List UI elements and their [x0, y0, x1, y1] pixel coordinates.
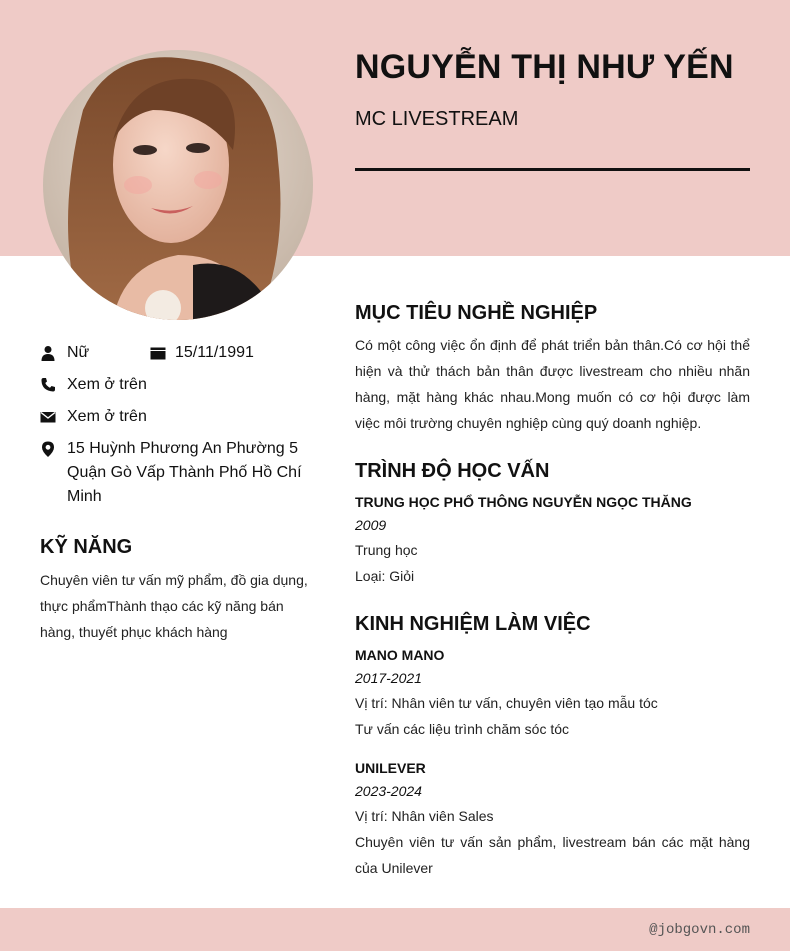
title-divider: [355, 168, 750, 171]
skills-title: KỸ NĂNG: [40, 536, 133, 558]
location-pin-icon: [40, 441, 56, 457]
calendar-icon: [150, 345, 166, 361]
objective-text: Có một công việc ổn định để phát triển bản thân.Có cơ hội thể hiện và thử thách bản thân được livestream cho nhiều nhãn hàng, mặt hàng khác nhau.Mong muốn có cơ hội được làm việc môi trường chuyên nghiệp cùng quý doanh nghiệp.: [355, 337, 750, 431]
objective-title: MỤC TIÊU NGHỀ NGHIỆP: [355, 302, 598, 324]
address-value: 15 Huỳnh Phương An Phường 5 Quận Gò Vấp Thành Phố Hồ Chí Minh: [67, 440, 302, 505]
phone-value: Xem ở trên: [67, 376, 147, 393]
job-position: Vị trí: Nhân viên Sales: [355, 808, 494, 824]
job-period: 2017-2021: [355, 670, 422, 686]
job-period: 2023-2024: [355, 783, 422, 799]
candidate-name: NGUYỄN THỊ NHƯ YẾN: [355, 48, 734, 86]
education-level: Trung học: [355, 542, 418, 558]
footer-brand: @jobgovn.com: [649, 922, 750, 938]
dob-value: 15/11/1991: [175, 344, 254, 361]
person-icon: [40, 345, 56, 361]
address-row: [40, 437, 310, 509]
education-year: 2009: [355, 517, 387, 533]
school-name: TRUNG HỌC PHỔ THÔNG NGUYỄN NGỌC THĂNG: [355, 494, 692, 510]
skills-text: Chuyên viên tư vấn mỹ phẩm, đồ gia dụng, thực phẩmThành thạo các kỹ năng bán hàng, thuyết phục khách hàng: [40, 572, 308, 640]
gender-row: [40, 341, 150, 365]
job-description: Chuyên viên tư vấn sản phẩm, livestream bán các mặt hàng của Unilever: [355, 834, 750, 876]
email-value: Xem ở trên: [67, 408, 147, 425]
phone-row: [40, 373, 310, 397]
education-grade: Loại: Giỏi: [355, 568, 415, 584]
mail-icon: [40, 409, 56, 425]
avatar-photo: [43, 50, 313, 320]
dob-row: [150, 341, 310, 365]
job-company: MANO MANO: [355, 647, 445, 663]
avatar: [43, 50, 313, 320]
gender-value: Nữ: [67, 344, 90, 361]
candidate-role: MC LIVESTREAM: [355, 108, 519, 130]
job-position: Vị trí: Nhân viên tư vấn, chuyên viên tạo mẫu tóc: [355, 695, 658, 711]
education-title: TRÌNH ĐỘ HỌC VẤN: [355, 460, 550, 482]
email-row: [40, 405, 310, 429]
phone-icon: [40, 377, 56, 393]
job-description: Tư vấn các liệu trình chăm sóc tóc: [355, 721, 570, 737]
experience-title: KINH NGHIỆM LÀM VIỆC: [355, 613, 591, 635]
job-company: UNILEVER: [355, 760, 426, 776]
